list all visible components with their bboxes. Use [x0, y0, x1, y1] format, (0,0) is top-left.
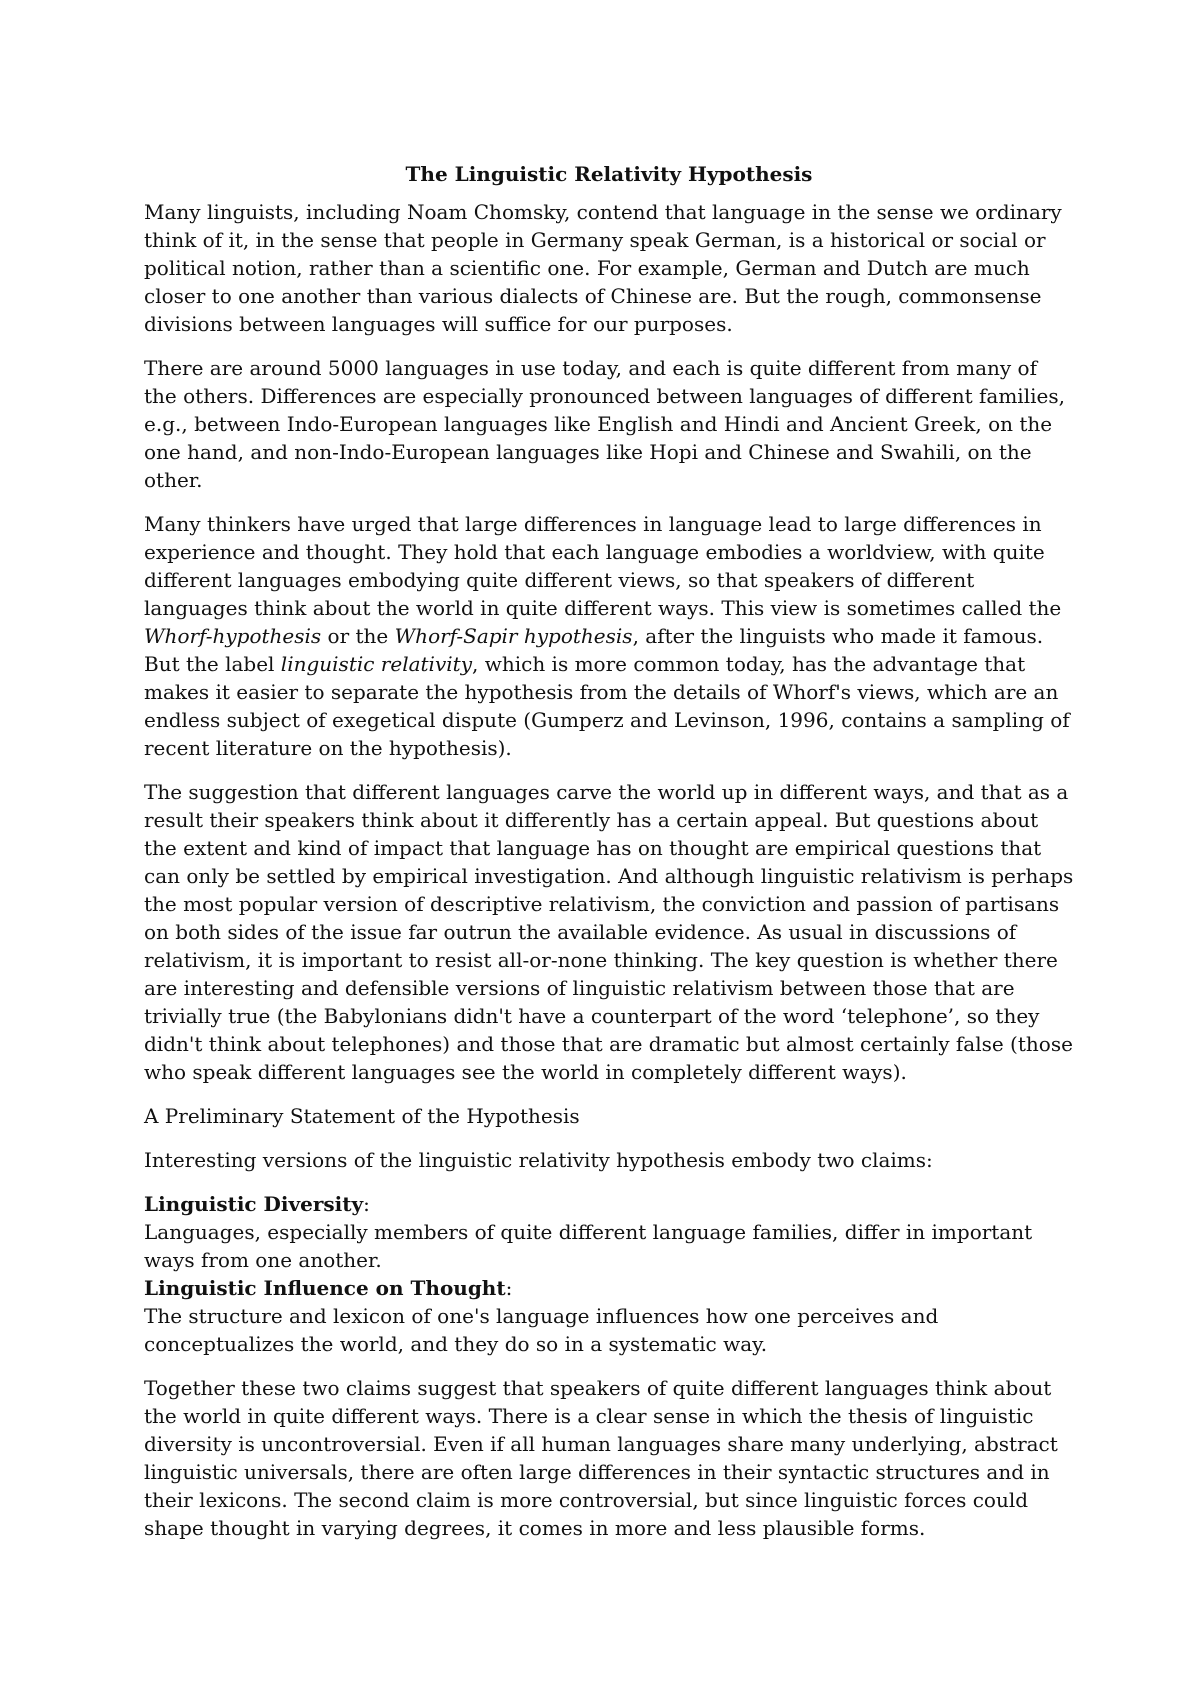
paragraph-6: Together these two claims suggest that speakers of quite different languages think about the world in quite different ways. There is a clear sense in which the thesis of linguistic diversity is uncontroversial. Even if all human languages share many underlying, abstract linguistic universals, there are often large differences in their syntactic structures and in their lexicons. The second claim is more controversial, but since linguistic forces could shape thought in varying degrees, it comes in more and less plausible forms. [144, 1376, 1058, 1540]
claim-1-text: Languages, especially members of quite different language families, differ in important ways from one another. [144, 1220, 1033, 1272]
claim-2-heading [144, 1274, 1074, 1302]
claim-1-title: Linguistic Diversity [144, 1192, 364, 1216]
linguistic-relativity-term: linguistic relativity [280, 652, 472, 676]
section-heading: A Preliminary Statement of the Hypothesis [144, 1104, 580, 1128]
whorf-sapir-hypothesis-term: Whorf-Sapir hypothesis [394, 624, 633, 648]
paragraph-3-text-2: or the [321, 624, 395, 648]
claim-1-colon: : [363, 1192, 370, 1216]
paragraph-3-text-3: , after the linguists who made it famous. But the label [144, 624, 1044, 676]
paragraph-3-text-4: , which is more common today, has the advantage that makes it easier to separate the hypothesis from the details of Whorf's views, which are an endless subject of exegetical dispute (Gumperz and Levinson, 1996, contains a sampling of recent literature on the hypothesis). [144, 652, 1070, 760]
paragraph-4: The suggestion that different languages carve the world up in different ways, and that as a result their speakers think about it differently has a certain appeal. But questions about the extent and kind of impact that language has on thought are empirical questions that can only be settled by empirical investigation. And although linguistic relativism is perhaps the most popular version of descriptive relativism, the conviction and passion of partisans on both sides of the issue far outrun the available evidence. As usual in discussions of relativism, it is important to resist all-or-none thinking. The key question is whether there are interesting and defensible versions of linguistic relativism between those that are trivially true (the Babylonians didn't have a counterpart of the word ‘telephone’, so they didn't think about telephones) and those that are dramatic but almost certainly false (those who speak different languages see the world in completely different ways). [144, 780, 1074, 1084]
claim-2-text: The structure and lexicon of one's language influences how one perceives and conceptualizes the world, and they do so in a systematic way. [144, 1304, 939, 1356]
claim-1-heading [144, 1190, 1074, 1218]
paragraph-2: There are around 5000 languages in use today, and each is quite different from many of the others. Differences are especially pronounced between languages of different families, e.g., between Indo-European languages like English and Hindi and Ancient Greek, on the one hand, and non-Indo-European languages like Hopi and Chinese and Swahili, on the other. [144, 356, 1065, 492]
whorf-hypothesis-term: Whorf-hypothesis [144, 624, 322, 648]
document-page [144, 160, 1074, 1558]
document-title: The Linguistic Relativity Hypothesis [405, 162, 813, 186]
paragraph-5: Interesting versions of the linguistic relativity hypothesis embody two claims: [144, 1148, 933, 1172]
claim-2-title: Linguistic Influence on Thought [144, 1276, 506, 1300]
claim-2-colon: : [505, 1276, 513, 1300]
paragraph-3 [144, 510, 1074, 762]
paragraph-3-text-1: Many thinkers have urged that large differences in language lead to large differences in experience and thought. They hold that each language embodies a worldview, with quite different languages embodying quite different views, so that speakers of different languages think about the world in quite different ways. This view is sometimes called the [144, 512, 1062, 620]
paragraph-1: Many linguists, including Noam Chomsky, contend that language in the sense we ordinary think of it, in the sense that people in Germany speak German, is a historical or social or political notion, rather than a scientific one. For example, German and Dutch are much closer to one another than various dialects of Chinese are. But the rough, commonsense divisions between languages will suffice for our purposes. [144, 200, 1062, 336]
claims-block [144, 1190, 1074, 1358]
